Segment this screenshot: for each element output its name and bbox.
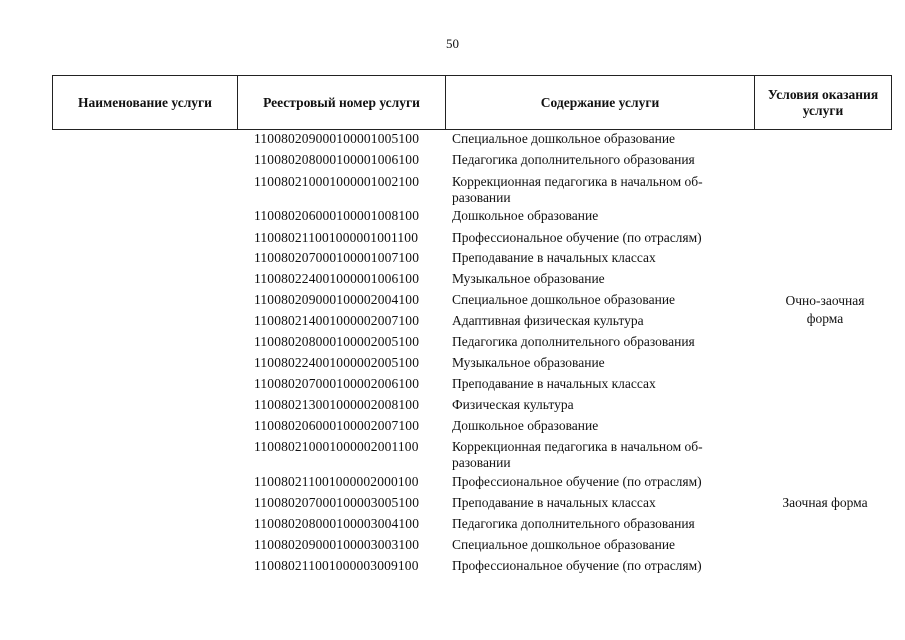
registry-number: 110080211001000003009100	[254, 558, 419, 573]
registry-number: 110080207000100001007100	[254, 250, 420, 265]
service-content: Дошкольное образование	[452, 418, 599, 433]
service-content: Специальное дошкольное образование	[452, 537, 676, 552]
registry-number: 110080224001000001006100	[254, 271, 420, 286]
service-content: Профессиональное обучение (по отраслям)	[452, 230, 702, 245]
registry-number: 110080214001000002007100	[254, 313, 420, 328]
registry-number: 110080210001000001002100	[254, 174, 420, 189]
registry-number: 110080206000100002007100	[254, 418, 420, 433]
service-content: Музыкальное образование	[452, 355, 605, 370]
registry-number: 110080208000100001006100	[254, 152, 420, 167]
service-content: Преподавание в начальных классах	[452, 376, 656, 391]
header-service-conditions: Условия оказания услуги	[754, 76, 891, 129]
service-content: Преподавание в начальных классах	[452, 495, 656, 510]
service-content: Специальное дошкольное образование	[452, 131, 676, 146]
table-header	[52, 75, 892, 130]
registry-number: 110080209000100002004100	[254, 292, 420, 307]
condition-distance: Заочная форма	[782, 495, 868, 510]
header-service-name: Наименование услуги	[78, 94, 212, 110]
registry-number: 110080209000100001005100	[254, 131, 420, 146]
service-content: Педагогика дополнительного образования	[452, 516, 695, 531]
service-content: Специальное дошкольное образование	[452, 292, 676, 307]
page-number: 50	[446, 36, 459, 51]
registry-number: 110080213001000002008100	[254, 397, 420, 412]
registry-number: 110080208000100003004100	[254, 516, 420, 531]
service-content: Коррекционная педагогика в начальном об-разовании	[452, 174, 703, 205]
registry-number: 110080207000100003005100	[254, 495, 420, 510]
service-content: Педагогика дополнительного образования	[452, 334, 695, 349]
registry-number: 110080208000100002005100	[254, 334, 420, 349]
header-service-content: Содержание услуги	[445, 76, 754, 129]
service-content: Преподавание в начальных классах	[452, 250, 656, 265]
service-content: Профессиональное обучение (по отраслям)	[452, 474, 702, 489]
service-content: Музыкальное образование	[452, 271, 605, 286]
registry-number: 110080207000100002006100	[254, 376, 420, 391]
registry-number: 110080224001000002005100	[254, 355, 420, 370]
registry-number: 110080206000100001008100	[254, 208, 420, 223]
service-content: Педагогика дополнительного образования	[452, 152, 695, 167]
header-registry-number: Реестровый номер услуги	[237, 76, 445, 129]
service-content: Дошкольное образование	[452, 208, 599, 223]
service-content: Коррекционная педагогика в начальном об-разовании	[452, 439, 703, 470]
registry-number: 110080210001000002001100	[254, 439, 419, 454]
service-content: Профессиональное обучение (по отраслям)	[452, 558, 702, 573]
registry-number: 110080211001000001001100	[254, 230, 419, 245]
condition-part-time: Очно-заочная форма	[785, 293, 865, 326]
registry-number: 110080209000100003003100	[254, 537, 420, 552]
registry-number: 110080211001000002000100	[254, 474, 419, 489]
service-content: Адаптивная физическая культура	[452, 313, 644, 328]
service-content: Физическая культура	[452, 397, 574, 412]
